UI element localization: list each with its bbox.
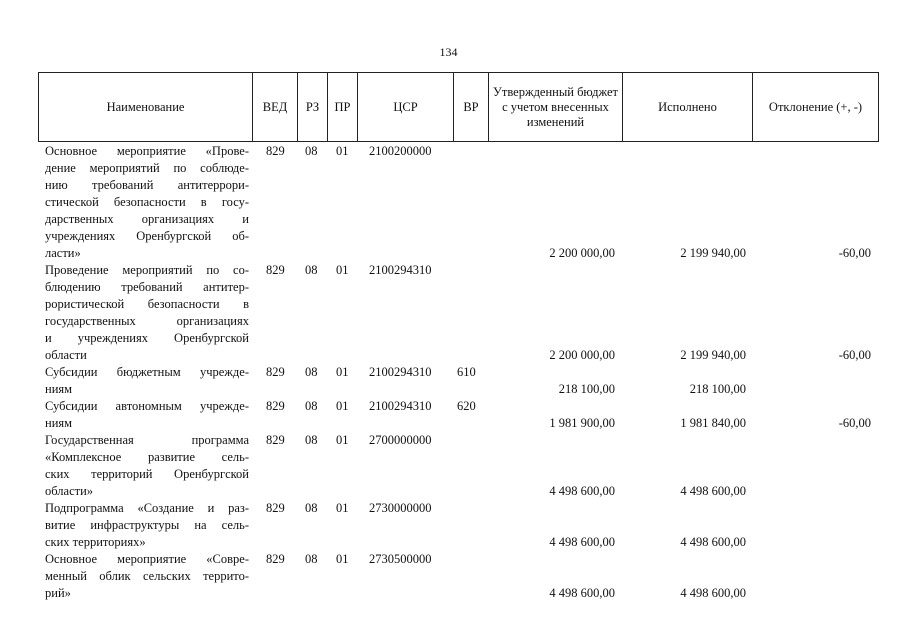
row-executed: 4 498 600,00 [680, 484, 746, 498]
row-name-line: учреждениях Оренбургской об- [45, 229, 249, 243]
row-name-line: стической безопасности в госу- [45, 195, 249, 209]
header-name: Наименование [39, 73, 253, 141]
page-number: 134 [439, 45, 458, 59]
row-name-line: Основное мероприятие «Совре- [45, 552, 249, 566]
row-name-line: Государственная программа [45, 433, 249, 447]
row-rz: 08 [305, 399, 318, 413]
row-budget: 2 200 000,00 [549, 246, 615, 260]
row-name-line: Субсидии автономным учрежде- [45, 399, 249, 413]
row-name-line: блюдению требований антитер- [45, 280, 249, 294]
header-csr: ЦСР [358, 73, 454, 141]
row-budget: 4 498 600,00 [549, 535, 615, 549]
row-vr: 610 [457, 365, 476, 379]
row-name-line: витие инфраструктуры на сель- [45, 518, 249, 532]
row-csr: 2730500000 [369, 552, 432, 566]
row-rz: 08 [305, 263, 318, 277]
row-name [45, 262, 249, 364]
row-name-line: нию требований антитеррори- [45, 178, 249, 192]
row-ved: 829 [266, 144, 285, 158]
row-name-line: ниям [45, 382, 73, 396]
row-pr: 01 [336, 365, 349, 379]
row-budget: 2 200 000,00 [549, 348, 615, 362]
header-vr: ВР [454, 73, 489, 141]
row-executed: 1 981 840,00 [680, 416, 746, 430]
row-name-line: государственных организациях [45, 314, 249, 328]
row-name [45, 551, 249, 602]
row-budget: 4 498 600,00 [549, 484, 615, 498]
row-ved: 829 [266, 399, 285, 413]
row-name-line: Субсидии бюджетным учрежде- [45, 365, 249, 379]
header-budget: Утвержденный бюджет с учетом внесенных изменений [489, 73, 623, 141]
row-rz: 08 [305, 433, 318, 447]
row-name [45, 500, 249, 551]
table-header [38, 72, 879, 142]
row-ved: 829 [266, 365, 285, 379]
header-ved: ВЕД [253, 73, 298, 141]
row-name-line: области» [45, 484, 94, 498]
row-name [45, 398, 249, 432]
row-ved: 829 [266, 263, 285, 277]
row-name-line: менный облик сельских террито- [45, 569, 249, 583]
row-budget: 1 981 900,00 [549, 416, 615, 430]
row-name [45, 432, 249, 500]
row-executed: 218 100,00 [689, 382, 746, 396]
row-executed: 2 199 940,00 [680, 246, 746, 260]
row-executed: 4 498 600,00 [680, 535, 746, 549]
row-name-line: ласти» [45, 246, 81, 260]
row-ved: 829 [266, 433, 285, 447]
row-rz: 08 [305, 501, 318, 515]
row-csr: 2700000000 [369, 433, 432, 447]
row-ved: 829 [266, 552, 285, 566]
row-name-line: рористической безопасности в [45, 297, 249, 311]
row-budget: 4 498 600,00 [549, 586, 615, 600]
row-rz: 08 [305, 144, 318, 158]
row-name-line: ских территорий Оренбургской [45, 467, 249, 481]
row-executed: 2 199 940,00 [680, 348, 746, 362]
row-pr: 01 [336, 552, 349, 566]
row-name-line: «Комплексное развитие сель- [45, 450, 249, 464]
row-name-line: рий» [45, 586, 71, 600]
row-budget: 218 100,00 [558, 382, 615, 396]
row-name-line: Основное мероприятие «Прове- [45, 144, 249, 158]
row-pr: 01 [336, 399, 349, 413]
header-rz: РЗ [298, 73, 328, 141]
row-name-line: Проведение мероприятий по со- [45, 263, 249, 277]
row-vr: 620 [457, 399, 476, 413]
row-rz: 08 [305, 552, 318, 566]
row-deviation: -60,00 [838, 416, 871, 430]
row-name-line: дарственных организациях и [45, 212, 249, 226]
row-pr: 01 [336, 263, 349, 277]
row-pr: 01 [336, 433, 349, 447]
row-pr: 01 [336, 144, 349, 158]
row-name-line: дение мероприятий по соблюде- [45, 161, 249, 175]
header-executed: Исполнено [623, 73, 753, 141]
row-executed: 4 498 600,00 [680, 586, 746, 600]
row-name-line: ских территориях» [45, 535, 146, 549]
row-ved: 829 [266, 501, 285, 515]
row-name-line: ниям [45, 416, 73, 430]
row-name-line: Подпрограмма «Создание и раз- [45, 501, 249, 515]
header-pr: ПР [328, 73, 358, 141]
row-name [45, 364, 249, 398]
row-name [45, 143, 249, 262]
row-csr: 2100294310 [369, 263, 432, 277]
row-name-line: области [45, 348, 87, 362]
row-csr: 2730000000 [369, 501, 432, 515]
row-csr: 2100200000 [369, 144, 432, 158]
row-pr: 01 [336, 501, 349, 515]
row-deviation: -60,00 [838, 246, 871, 260]
row-csr: 2100294310 [369, 399, 432, 413]
row-name-line: и учреждениях Оренбургской [45, 331, 249, 345]
row-rz: 08 [305, 365, 318, 379]
row-csr: 2100294310 [369, 365, 432, 379]
header-deviation: Отклонение (+, -) [768, 99, 863, 114]
row-deviation: -60,00 [838, 348, 871, 362]
